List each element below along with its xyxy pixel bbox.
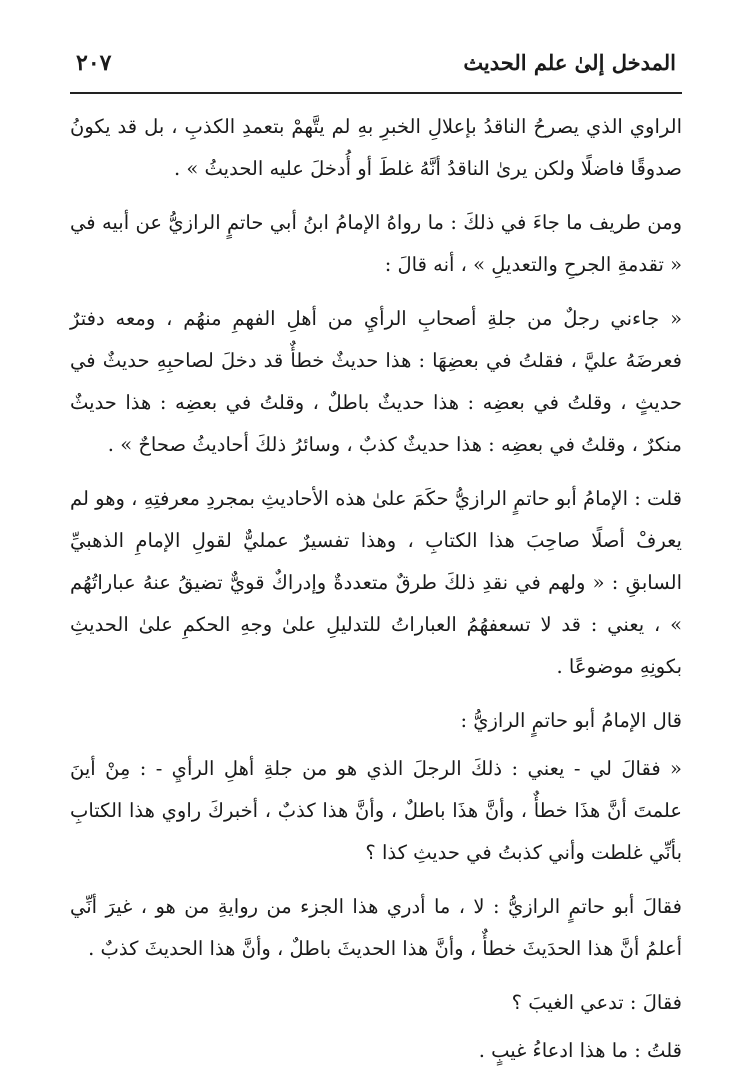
header-rule (70, 92, 682, 94)
paragraph: فقالَ أبو حاتمٍ الرازيُّ : لا ، ما أدري هذا الجزء من روايةِ من هو ، غيرَ أنِّي أعلمُ أنَّ هذا الحدَيثَ خطأٌ ، وأنَّ هذا الحديثَ باطلٌ ، وأنَّ هذا الحديثَ كذبٌ . (70, 895, 682, 960)
page-number: ٢٠٧ (76, 50, 112, 76)
paragraph: فقالَ : تدعي الغيبَ ؟ (511, 991, 682, 1014)
body-text (70, 106, 682, 1072)
paragraph: قلت : الإمامُ أبو حاتمٍ الرازيُّ حكَمَ علىٰ هذه الأحاديثِ بمجردِ معرفتِهِ ، وهو لم يعرفْ أصلًا صاحِبَ هذا الكتابِ ، وهذا تفسيرٌ عمليٌّ لقولِ الإمامِ الذهبيِّ السابقِ : « ولهم في نقدِ ذلكَ طرقٌ متعددةٌ وإدراكٌ قويٌّ تضيقُ عنهُ عباراتُهُم » ، يعني : قد لا تسعفهُمُ العباراتُ للتدليلِ علىٰ وجهِ الحكمِ علىٰ الحديثِ بكونِهِ موضوعًا . (70, 487, 682, 678)
paragraph: ومن طريف ما جاءَ في ذلكَ : ما رواهُ الإمامُ ابنُ أبي حاتمٍ الرازيُّ عن أبيه في « تقدمةِ الجرحِ والتعديلِ » ، أنه قالَ : (70, 211, 682, 276)
running-title: المدخل إلىٰ علم الحديث (463, 50, 676, 75)
paragraph: الراوي الذي يصرحُ الناقدُ بإعلالِ الخبرِ بهِ لم يتَّهمْ بتعمدِ الكذبِ ، بل قد يكونُ صدوقًا فاضلًا ولكن يرىٰ الناقدُ أنَّهُ غلطَ أو أُدخلَ عليه الحديثُ » . (70, 115, 682, 180)
paragraph: قلتُ : ما هذا ادعاءُ غيبٍ . (478, 1039, 682, 1062)
running-header (70, 50, 682, 90)
book-page (70, 50, 682, 1078)
paragraph: « فقالَ لي - يعني : ذلكَ الرجلَ الذي هو من جلةِ أهلِ الرأيِ - : مِنْ أينَ علمتَ أنَّ هذَا خطأٌ ، وأنَّ هذَا باطلٌ ، وأنَّ هذا كذبٌ ، أخبركَ راوي هذا الكتابِ بأنِّي غلطت وأني كذبتُ في حديثِ كذا ؟ (70, 757, 682, 864)
paragraph: « جاءني رجلٌ من جلةِ أصحابِ الرأيِ من أهلِ الفهمِ منهُم ، ومعه دفترٌ فعرضَهُ عليَّ ، فقلتُ في بعضِهَا : هذا حديثٌ خطأٌ قد دخلَ لصاحبِهِ حديثٌ في حديثٍ ، وقلتُ في بعضِه : هذا حديثٌ باطلٌ ، وقلتُ في بعضِه : هذا حديثٌ منكرٌ ، وقلتُ في بعضِه : هذا حديثٌ كذبٌ ، وسائرُ ذلكَ أحاديثُ صحاحٌ » . (70, 307, 682, 456)
paragraph: قال الإمامُ أبو حاتمٍ الرازيُّ : (460, 709, 682, 732)
